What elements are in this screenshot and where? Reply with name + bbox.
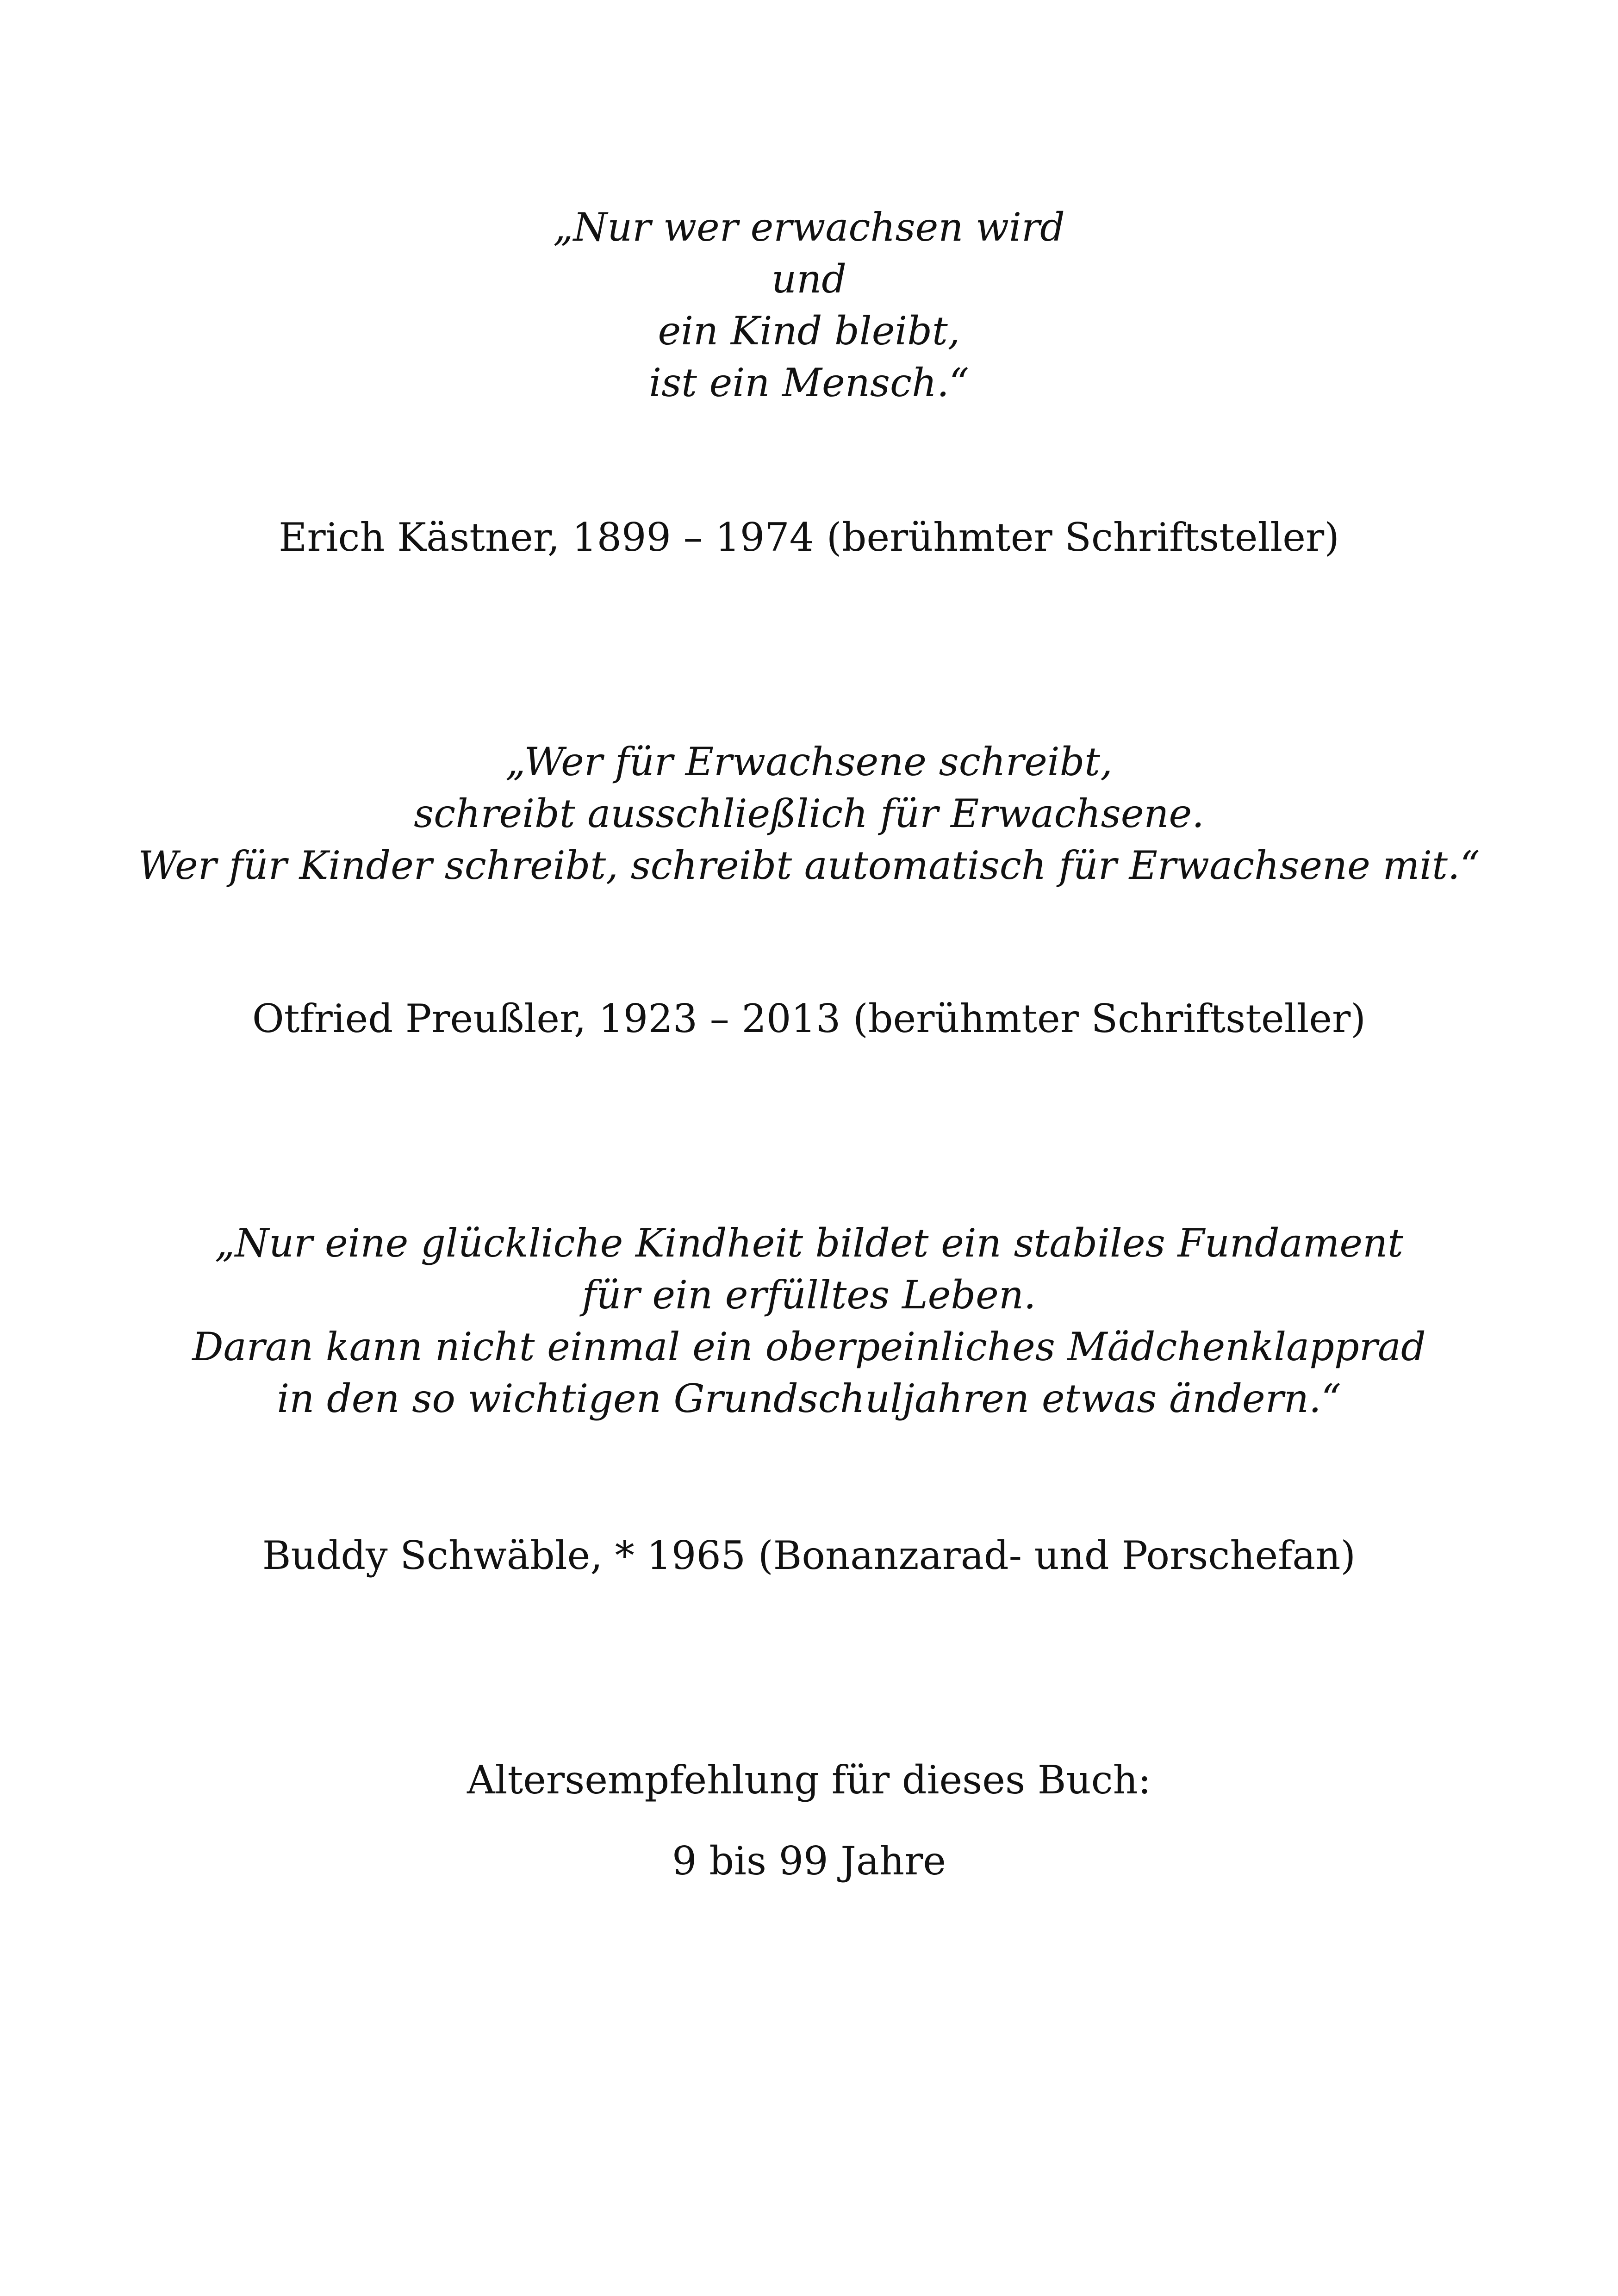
attribution-preussler: Otfried Preußler, 1923 – 2013 (berühmter Schriftsteller): [252, 996, 1366, 1041]
quote-line: und: [772, 256, 846, 302]
quote-line: „Wer für Erwachsene schreibt,: [505, 739, 1113, 784]
age-recommendation-label: Altersempfehlung für dieses Buch:: [467, 1757, 1151, 1803]
quote-line: Daran kann nicht einmal ein oberpeinliches Mädchenklapprad: [192, 1324, 1426, 1369]
quote-schwaeble: [0, 1217, 1618, 1425]
attribution-kaestner: Erich Kästner, 1899 – 1974 (berühmter Schriftsteller): [279, 515, 1339, 560]
quote-line: ist ein Mensch.“: [649, 360, 969, 405]
quote-line: ein Kind bleibt,: [658, 308, 960, 354]
quote-line: Wer für Kinder schreibt, schreibt automatisch für Erwachsene mit.“: [138, 843, 1480, 888]
quote-preussler: [0, 736, 1618, 891]
attribution-schwaeble: Buddy Schwäble, * 1965 (Bonanzarad- und Porschefan): [262, 1533, 1356, 1578]
quote-line: „Nur eine glückliche Kindheit bildet ein stabiles Fundament: [215, 1220, 1403, 1266]
quote-line: für ein erfülltes Leben.: [582, 1272, 1036, 1318]
quote-kaestner: [0, 201, 1618, 409]
age-recommendation-value: 9 bis 99 Jahre: [672, 1838, 946, 1884]
quote-line: schreibt ausschließlich für Erwachsene.: [414, 791, 1204, 836]
quote-line: „Nur wer erwachsen wird: [553, 205, 1065, 250]
quote-line: in den so wichtigen Grundschuljahren etwas ändern.“: [277, 1376, 1341, 1421]
